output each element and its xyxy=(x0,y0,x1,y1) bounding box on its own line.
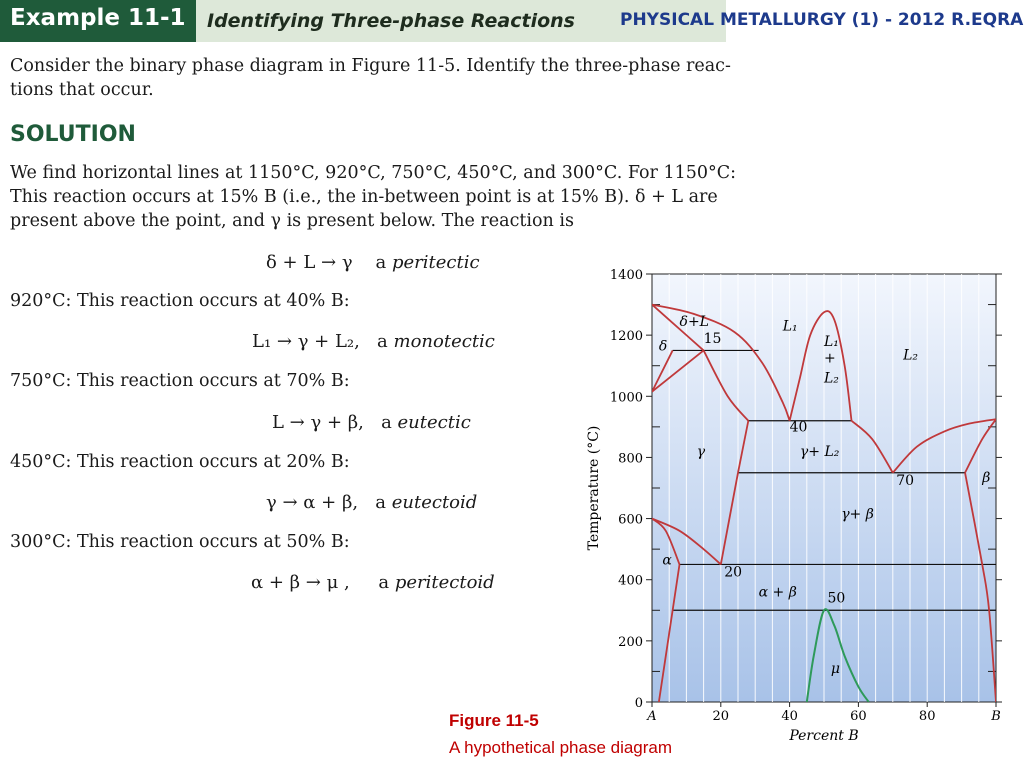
x-tick-label: A xyxy=(647,709,657,724)
x-tick-label: 40 xyxy=(781,709,798,724)
solution-line-2: This reaction occurs at 15% B (i.e., the in-between point is at 15% B). δ + L are xyxy=(10,187,718,207)
figure-caption-title: Figure 11-5 xyxy=(449,711,539,730)
reaction-5-prefix: a xyxy=(378,572,390,593)
region-label: 20 xyxy=(724,564,743,581)
reaction-3-equation: L → γ + β, xyxy=(272,412,364,433)
region-label: 70 xyxy=(896,472,915,489)
figure-caption-subtitle: A hypothetical phase diagram xyxy=(449,738,673,757)
reaction-2-equation: L₁ → γ + L₂, xyxy=(252,331,360,352)
y-tick-label: 200 xyxy=(618,634,643,650)
solution-line-3: present above the point, and γ is present below. The reaction is xyxy=(10,211,574,231)
region-label: 40 xyxy=(789,419,808,436)
region-label: δ+L xyxy=(679,313,709,330)
reaction-1-equation: δ + L → γ xyxy=(266,252,353,273)
reaction-4-equation: γ → α + β, xyxy=(266,492,359,513)
y-tick-label: 1000 xyxy=(609,390,643,406)
example-label: Example 11-1 xyxy=(10,5,186,31)
reaction-2-intro: 920°C: This reaction occurs at 40% B: xyxy=(10,291,350,311)
region-label: 50 xyxy=(827,590,846,607)
x-tick-label: 60 xyxy=(850,709,867,724)
region-label: μ xyxy=(830,660,840,677)
y-axis-label: Temperature (°C) xyxy=(586,425,602,551)
x-tick-label: B xyxy=(991,709,1001,724)
solution-heading: SOLUTION xyxy=(10,122,136,147)
y-tick-label: 600 xyxy=(618,512,643,528)
course-title: PHYSICAL METALLURGY (1) - 2012 R.EQRA xyxy=(620,10,1024,30)
reaction-1 xyxy=(266,252,480,273)
reaction-2 xyxy=(252,331,495,352)
reaction-5-intro: 300°C: This reaction occurs at 50% B: xyxy=(10,532,350,552)
reaction-2-prefix: a xyxy=(377,331,388,352)
region-label: L₂ xyxy=(903,347,919,364)
reaction-4 xyxy=(266,492,477,513)
reaction-1-type: peritectic xyxy=(391,252,480,273)
reaction-3 xyxy=(272,412,471,433)
region-label: γ+ β xyxy=(841,506,874,523)
reaction-3-intro: 750°C: This reaction occurs at 70% B: xyxy=(10,371,350,391)
region-label: L₂ xyxy=(824,370,839,387)
y-tick-label: 0 xyxy=(634,696,643,711)
x-tick-label: 80 xyxy=(918,709,936,724)
reaction-2-type: monotectic xyxy=(393,331,495,352)
reaction-1-prefix: a xyxy=(375,252,387,273)
region-label: α + β xyxy=(758,584,797,601)
region-label: L₁ xyxy=(824,333,839,350)
solution-line-1: We find horizontal lines at 1150°C, 920°C, 750°C, 450°C, and 300°C. For 1150°C: xyxy=(10,163,737,183)
reaction-4-intro: 450°C: This reaction occurs at 20% B: xyxy=(10,452,350,472)
reaction-4-type: eutectoid xyxy=(391,492,478,513)
y-tick-label: 400 xyxy=(618,573,643,589)
y-tick-label: 800 xyxy=(618,451,643,467)
reaction-3-type: eutectic xyxy=(397,412,471,433)
region-label: 15 xyxy=(703,330,722,347)
region-label: δ xyxy=(658,338,668,355)
x-axis-label: Percent B xyxy=(789,728,859,744)
region-label: γ xyxy=(696,443,706,460)
example-title: Identifying Three-phase Reactions xyxy=(207,10,575,32)
region-label: γ+ L₂ xyxy=(799,443,840,460)
problem-line-2: tions that occur. xyxy=(10,80,154,100)
region-label: + xyxy=(824,350,836,367)
reaction-5 xyxy=(251,572,495,593)
reaction-4-prefix: a xyxy=(375,492,386,513)
x-tick-label: 20 xyxy=(712,709,730,724)
reaction-5-type: peritectoid xyxy=(394,572,495,593)
region-label: α xyxy=(662,552,672,569)
problem-line-1: Consider the binary phase diagram in Figure 11-5. Identify the three-phase reac- xyxy=(10,56,731,76)
region-label: β xyxy=(982,469,991,486)
phase-diagram-chart xyxy=(580,262,1020,748)
reaction-5-equation: α + β → μ , xyxy=(251,572,350,593)
reaction-3-prefix: a xyxy=(381,412,392,433)
region-label: L₁ xyxy=(782,318,798,335)
y-tick-label: 1200 xyxy=(609,329,643,345)
y-tick-label: 1400 xyxy=(609,268,643,283)
